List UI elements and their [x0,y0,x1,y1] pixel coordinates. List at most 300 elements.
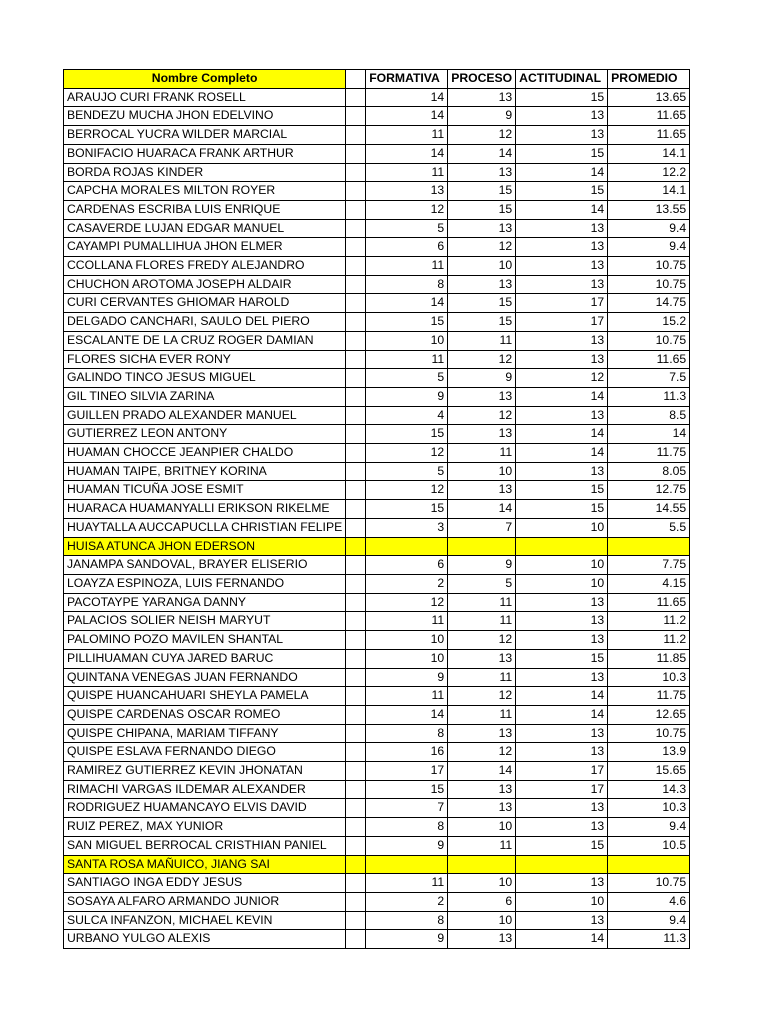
actitudinal-cell [516,537,608,556]
blank-cell [346,238,366,257]
blank-cell [346,574,366,593]
formativa-cell: 15 [366,425,448,444]
table-row [64,574,690,593]
formativa-cell: 10 [366,331,448,350]
proceso-cell: 13 [448,219,516,238]
student-name-cell: HUAMAN CHOCCE JEANPIER CHALDO [64,444,346,463]
proceso-cell: 10 [448,818,516,837]
student-name-cell: CAPCHA MORALES MILTON ROYER [64,182,346,201]
actitudinal-cell: 15 [516,649,608,668]
promedio-cell: 11.85 [608,649,690,668]
student-name-cell: QUINTANA VENEGAS JUAN FERNANDO [64,668,346,687]
blank-cell [346,518,366,537]
table-row [64,275,690,294]
formativa-cell: 14 [366,88,448,107]
promedio-cell: 10.75 [608,331,690,350]
proceso-cell: 15 [448,313,516,332]
table-row [64,444,690,463]
formativa-cell: 5 [366,369,448,388]
table-row [64,911,690,930]
actitudinal-cell: 13 [516,406,608,425]
blank-cell [346,219,366,238]
student-name-cell: LOAYZA ESPINOZA, LUIS FERNANDO [64,574,346,593]
header-nombre-completo: Nombre Completo [64,70,346,89]
promedio-cell: 4.15 [608,574,690,593]
blank-cell [346,649,366,668]
blank-cell [346,836,366,855]
proceso-cell: 11 [448,668,516,687]
proceso-cell: 13 [448,930,516,949]
table-row [64,257,690,276]
formativa-cell: 8 [366,275,448,294]
blank-cell [346,687,366,706]
formativa-cell: 3 [366,518,448,537]
actitudinal-cell: 14 [516,444,608,463]
blank-cell [346,556,366,575]
actitudinal-cell: 13 [516,818,608,837]
blank-cell [346,500,366,519]
header-promedio: PROMEDIO [608,70,690,89]
student-name-cell: BERROCAL YUCRA WILDER MARCIAL [64,126,346,145]
blank-cell [346,144,366,163]
student-name-cell: ARAUJO CURI FRANK ROSELL [64,88,346,107]
promedio-cell: 10.3 [608,799,690,818]
actitudinal-cell: 15 [516,836,608,855]
promedio-cell [608,537,690,556]
formativa-cell: 8 [366,724,448,743]
blank-cell [346,444,366,463]
actitudinal-cell: 15 [516,88,608,107]
student-name-cell: CURI CERVANTES GHIOMAR HAROLD [64,294,346,313]
blank-cell [346,88,366,107]
table-row [64,313,690,332]
actitudinal-cell: 15 [516,500,608,519]
actitudinal-cell: 13 [516,257,608,276]
proceso-cell: 13 [448,425,516,444]
header-actitudinal: ACTITUDINAL [516,70,608,89]
proceso-cell: 12 [448,406,516,425]
table-row [64,780,690,799]
actitudinal-cell: 13 [516,219,608,238]
actitudinal-cell: 13 [516,350,608,369]
actitudinal-cell: 10 [516,556,608,575]
blank-cell [346,537,366,556]
promedio-cell: 11.3 [608,387,690,406]
promedio-cell: 14 [608,425,690,444]
header-blank [346,70,366,89]
formativa-cell: 11 [366,257,448,276]
student-name-cell: GIL TINEO SILVIA ZARINA [64,387,346,406]
promedio-cell: 10.3 [608,668,690,687]
actitudinal-cell: 15 [516,144,608,163]
proceso-cell: 11 [448,593,516,612]
actitudinal-cell: 14 [516,425,608,444]
blank-cell [346,182,366,201]
actitudinal-cell: 13 [516,275,608,294]
actitudinal-cell: 15 [516,182,608,201]
formativa-cell: 5 [366,219,448,238]
proceso-cell: 10 [448,462,516,481]
promedio-cell: 11.65 [608,107,690,126]
header-proceso: PROCESO [448,70,516,89]
proceso-cell: 9 [448,107,516,126]
promedio-cell: 11.2 [608,631,690,650]
formativa-cell: 11 [366,126,448,145]
formativa-cell: 14 [366,294,448,313]
promedio-cell: 9.4 [608,818,690,837]
formativa-cell: 10 [366,631,448,650]
actitudinal-cell [516,855,608,874]
actitudinal-cell: 13 [516,743,608,762]
student-name-cell: HUISA ATUNCA JHON EDERSON [64,537,346,556]
table-row [64,874,690,893]
blank-cell [346,631,366,650]
formativa-cell: 9 [366,668,448,687]
formativa-cell: 9 [366,836,448,855]
promedio-cell: 9.4 [608,219,690,238]
proceso-cell [448,855,516,874]
actitudinal-cell: 13 [516,631,608,650]
blank-cell [346,724,366,743]
promedio-cell: 11.2 [608,612,690,631]
formativa-cell: 2 [366,892,448,911]
table-row [64,144,690,163]
student-name-cell: BENDEZU MUCHA JHON EDELVINO [64,107,346,126]
blank-cell [346,780,366,799]
student-name-cell: PILLIHUAMAN CUYA JARED BARUC [64,649,346,668]
table-row [64,649,690,668]
formativa-cell: 12 [366,481,448,500]
formativa-cell: 11 [366,163,448,182]
promedio-cell: 11.65 [608,593,690,612]
proceso-cell: 13 [448,724,516,743]
formativa-cell: 10 [366,649,448,668]
proceso-cell: 13 [448,275,516,294]
proceso-cell: 10 [448,911,516,930]
table-row [64,88,690,107]
header-row [64,70,690,89]
actitudinal-cell: 13 [516,668,608,687]
table-row [64,705,690,724]
table-row [64,219,690,238]
proceso-cell: 10 [448,257,516,276]
actitudinal-cell: 13 [516,462,608,481]
student-name-cell: SANTA ROSA MAÑUICO, JIANG SAI [64,855,346,874]
student-name-cell: JANAMPA SANDOVAL, BRAYER ELISERIO [64,556,346,575]
proceso-cell: 12 [448,238,516,257]
actitudinal-cell: 14 [516,930,608,949]
actitudinal-cell: 17 [516,294,608,313]
formativa-cell: 16 [366,743,448,762]
table-row [64,182,690,201]
promedio-cell: 12.65 [608,705,690,724]
promedio-cell: 11.75 [608,444,690,463]
blank-cell [346,612,366,631]
proceso-cell: 11 [448,444,516,463]
table-row [64,481,690,500]
student-name-cell: FLORES SICHA EVER RONY [64,350,346,369]
blank-cell [346,331,366,350]
table-row [64,387,690,406]
promedio-cell: 15.65 [608,762,690,781]
header-formativa: FORMATIVA [366,70,448,89]
actitudinal-cell: 17 [516,762,608,781]
blank-cell [346,705,366,724]
student-name-cell: SULCA INFANZON, MICHAEL KEVIN [64,911,346,930]
proceso-cell: 11 [448,705,516,724]
proceso-cell: 5 [448,574,516,593]
student-name-cell: QUISPE HUANCAHUARI SHEYLA PAMELA [64,687,346,706]
student-name-cell: GUTIERREZ LEON ANTONY [64,425,346,444]
proceso-cell: 12 [448,743,516,762]
student-name-cell: CARDENAS ESCRIBA LUIS ENRIQUE [64,200,346,219]
actitudinal-cell: 12 [516,369,608,388]
formativa-cell: 8 [366,818,448,837]
student-name-cell: PALOMINO POZO MAVILEN SHANTAL [64,631,346,650]
promedio-cell: 8.5 [608,406,690,425]
student-name-cell: RAMIREZ GUTIERREZ KEVIN JHONATAN [64,762,346,781]
actitudinal-cell: 14 [516,705,608,724]
proceso-cell: 9 [448,369,516,388]
grades-table-body [64,70,690,949]
table-row [64,687,690,706]
formativa-cell [366,537,448,556]
actitudinal-cell: 14 [516,387,608,406]
student-name-cell: RODRIGUEZ HUAMANCAYO ELVIS DAVID [64,799,346,818]
student-name-cell: ESCALANTE DE LA CRUZ ROGER DAMIAN [64,331,346,350]
proceso-cell: 6 [448,892,516,911]
promedio-cell: 9.4 [608,238,690,257]
promedio-cell [608,855,690,874]
actitudinal-cell: 13 [516,724,608,743]
actitudinal-cell: 10 [516,574,608,593]
blank-cell [346,313,366,332]
promedio-cell: 11.75 [608,687,690,706]
table-row [64,668,690,687]
proceso-cell: 13 [448,799,516,818]
blank-cell [346,892,366,911]
proceso-cell: 15 [448,200,516,219]
proceso-cell: 14 [448,144,516,163]
formativa-cell: 6 [366,238,448,257]
formativa-cell: 14 [366,144,448,163]
promedio-cell: 7.75 [608,556,690,575]
proceso-cell: 15 [448,182,516,201]
actitudinal-cell: 13 [516,799,608,818]
promedio-cell: 13.65 [608,88,690,107]
student-name-cell: DELGADO CANCHARI, SAULO DEL PIERO [64,313,346,332]
promedio-cell: 10.75 [608,275,690,294]
table-row [64,930,690,949]
promedio-cell: 11.3 [608,930,690,949]
blank-cell [346,294,366,313]
blank-cell [346,799,366,818]
student-name-cell: HUAMAN TAIPE, BRITNEY KORINA [64,462,346,481]
actitudinal-cell: 13 [516,911,608,930]
table-row [64,631,690,650]
blank-cell [346,874,366,893]
table-row [64,462,690,481]
proceso-cell: 15 [448,294,516,313]
student-name-cell: HUARACA HUAMANYALLI ERIKSON RIKELME [64,500,346,519]
promedio-cell: 10.75 [608,874,690,893]
actitudinal-cell: 14 [516,163,608,182]
actitudinal-cell: 13 [516,238,608,257]
table-row [64,836,690,855]
student-name-cell: CAYAMPI PUMALLIHUA JHON ELMER [64,238,346,257]
blank-cell [346,387,366,406]
formativa-cell: 11 [366,687,448,706]
student-name-cell: PALACIOS SOLIER NEISH MARYUT [64,612,346,631]
promedio-cell: 10.75 [608,724,690,743]
formativa-cell: 7 [366,799,448,818]
promedio-cell: 9.4 [608,911,690,930]
promedio-cell: 11.65 [608,126,690,145]
student-name-cell: GUILLEN PRADO ALEXANDER MANUEL [64,406,346,425]
promedio-cell: 14.3 [608,780,690,799]
table-row [64,425,690,444]
proceso-cell: 7 [448,518,516,537]
blank-cell [346,107,366,126]
actitudinal-cell: 17 [516,780,608,799]
blank-cell [346,275,366,294]
student-name-cell: RIMACHI VARGAS ILDEMAR ALEXANDER [64,780,346,799]
table-row [64,350,690,369]
actitudinal-cell: 17 [516,313,608,332]
actitudinal-cell: 14 [516,200,608,219]
blank-cell [346,126,366,145]
promedio-cell: 14.75 [608,294,690,313]
proceso-cell: 11 [448,836,516,855]
formativa-cell: 12 [366,593,448,612]
blank-cell [346,743,366,762]
proceso-cell: 13 [448,481,516,500]
formativa-cell: 9 [366,387,448,406]
actitudinal-cell: 14 [516,687,608,706]
table-row [64,200,690,219]
table-row [64,331,690,350]
blank-cell [346,369,366,388]
student-name-cell: QUISPE ESLAVA FERNANDO DIEGO [64,743,346,762]
proceso-cell: 9 [448,556,516,575]
formativa-cell: 14 [366,107,448,126]
table-row [64,556,690,575]
student-name-cell: CASAVERDE LUJAN EDGAR MANUEL [64,219,346,238]
proceso-cell: 11 [448,331,516,350]
table-row [64,855,690,874]
blank-cell [346,481,366,500]
table-row [64,500,690,519]
blank-cell [346,350,366,369]
promedio-cell: 14.1 [608,182,690,201]
formativa-cell: 13 [366,182,448,201]
student-name-cell: HUAMAN TICUÑA JOSE ESMIT [64,481,346,500]
promedio-cell: 13.55 [608,200,690,219]
actitudinal-cell: 13 [516,126,608,145]
blank-cell [346,200,366,219]
proceso-cell: 13 [448,163,516,182]
proceso-cell: 11 [448,612,516,631]
proceso-cell: 12 [448,631,516,650]
student-name-cell: PACOTAYPE YARANGA DANNY [64,593,346,612]
table-row [64,799,690,818]
table-row [64,743,690,762]
formativa-cell: 6 [366,556,448,575]
table-row [64,163,690,182]
student-name-cell: URBANO YULGO ALEXIS [64,930,346,949]
blank-cell [346,818,366,837]
student-name-cell: QUISPE CARDENAS OSCAR ROMEO [64,705,346,724]
actitudinal-cell: 13 [516,874,608,893]
table-row [64,612,690,631]
student-name-cell: RUIZ PEREZ, MAX YUNIOR [64,818,346,837]
student-name-cell: SOSAYA ALFARO ARMANDO JUNIOR [64,892,346,911]
proceso-cell: 10 [448,874,516,893]
formativa-cell: 17 [366,762,448,781]
student-name-cell: BONIFACIO HUARACA FRANK ARTHUR [64,144,346,163]
promedio-cell: 7.5 [608,369,690,388]
student-name-cell: SANTIAGO INGA EDDY JESUS [64,874,346,893]
formativa-cell [366,855,448,874]
promedio-cell: 10.75 [608,257,690,276]
promedio-cell: 10.5 [608,836,690,855]
student-name-cell: SAN MIGUEL BERROCAL CRISTHIAN PANIEL [64,836,346,855]
promedio-cell: 15.2 [608,313,690,332]
blank-cell [346,911,366,930]
blank-cell [346,257,366,276]
blank-cell [346,462,366,481]
formativa-cell: 4 [366,406,448,425]
blank-cell [346,762,366,781]
blank-cell [346,855,366,874]
proceso-cell: 14 [448,762,516,781]
table-row [64,518,690,537]
table-row [64,818,690,837]
promedio-cell: 11.65 [608,350,690,369]
promedio-cell: 5.5 [608,518,690,537]
actitudinal-cell: 13 [516,612,608,631]
actitudinal-cell: 15 [516,481,608,500]
actitudinal-cell: 13 [516,593,608,612]
actitudinal-cell: 13 [516,107,608,126]
student-name-cell: GALINDO TINCO JESUS MIGUEL [64,369,346,388]
table-row [64,593,690,612]
proceso-cell: 12 [448,687,516,706]
proceso-cell: 14 [448,500,516,519]
table-row [64,369,690,388]
promedio-cell: 14.55 [608,500,690,519]
formativa-cell: 5 [366,462,448,481]
formativa-cell: 15 [366,313,448,332]
table-row [64,294,690,313]
proceso-cell: 12 [448,126,516,145]
table-row [64,238,690,257]
formativa-cell: 11 [366,350,448,369]
formativa-cell: 15 [366,780,448,799]
formativa-cell: 11 [366,874,448,893]
proceso-cell [448,537,516,556]
student-name-cell: BORDA ROJAS KINDER [64,163,346,182]
student-name-cell: QUISPE CHIPANA, MARIAM TIFFANY [64,724,346,743]
formativa-cell: 9 [366,930,448,949]
actitudinal-cell: 10 [516,892,608,911]
promedio-cell: 12.75 [608,481,690,500]
promedio-cell: 8.05 [608,462,690,481]
student-name-cell: CCOLLANA FLORES FREDY ALEJANDRO [64,257,346,276]
table-row [64,406,690,425]
table-row [64,724,690,743]
promedio-cell: 13.9 [608,743,690,762]
